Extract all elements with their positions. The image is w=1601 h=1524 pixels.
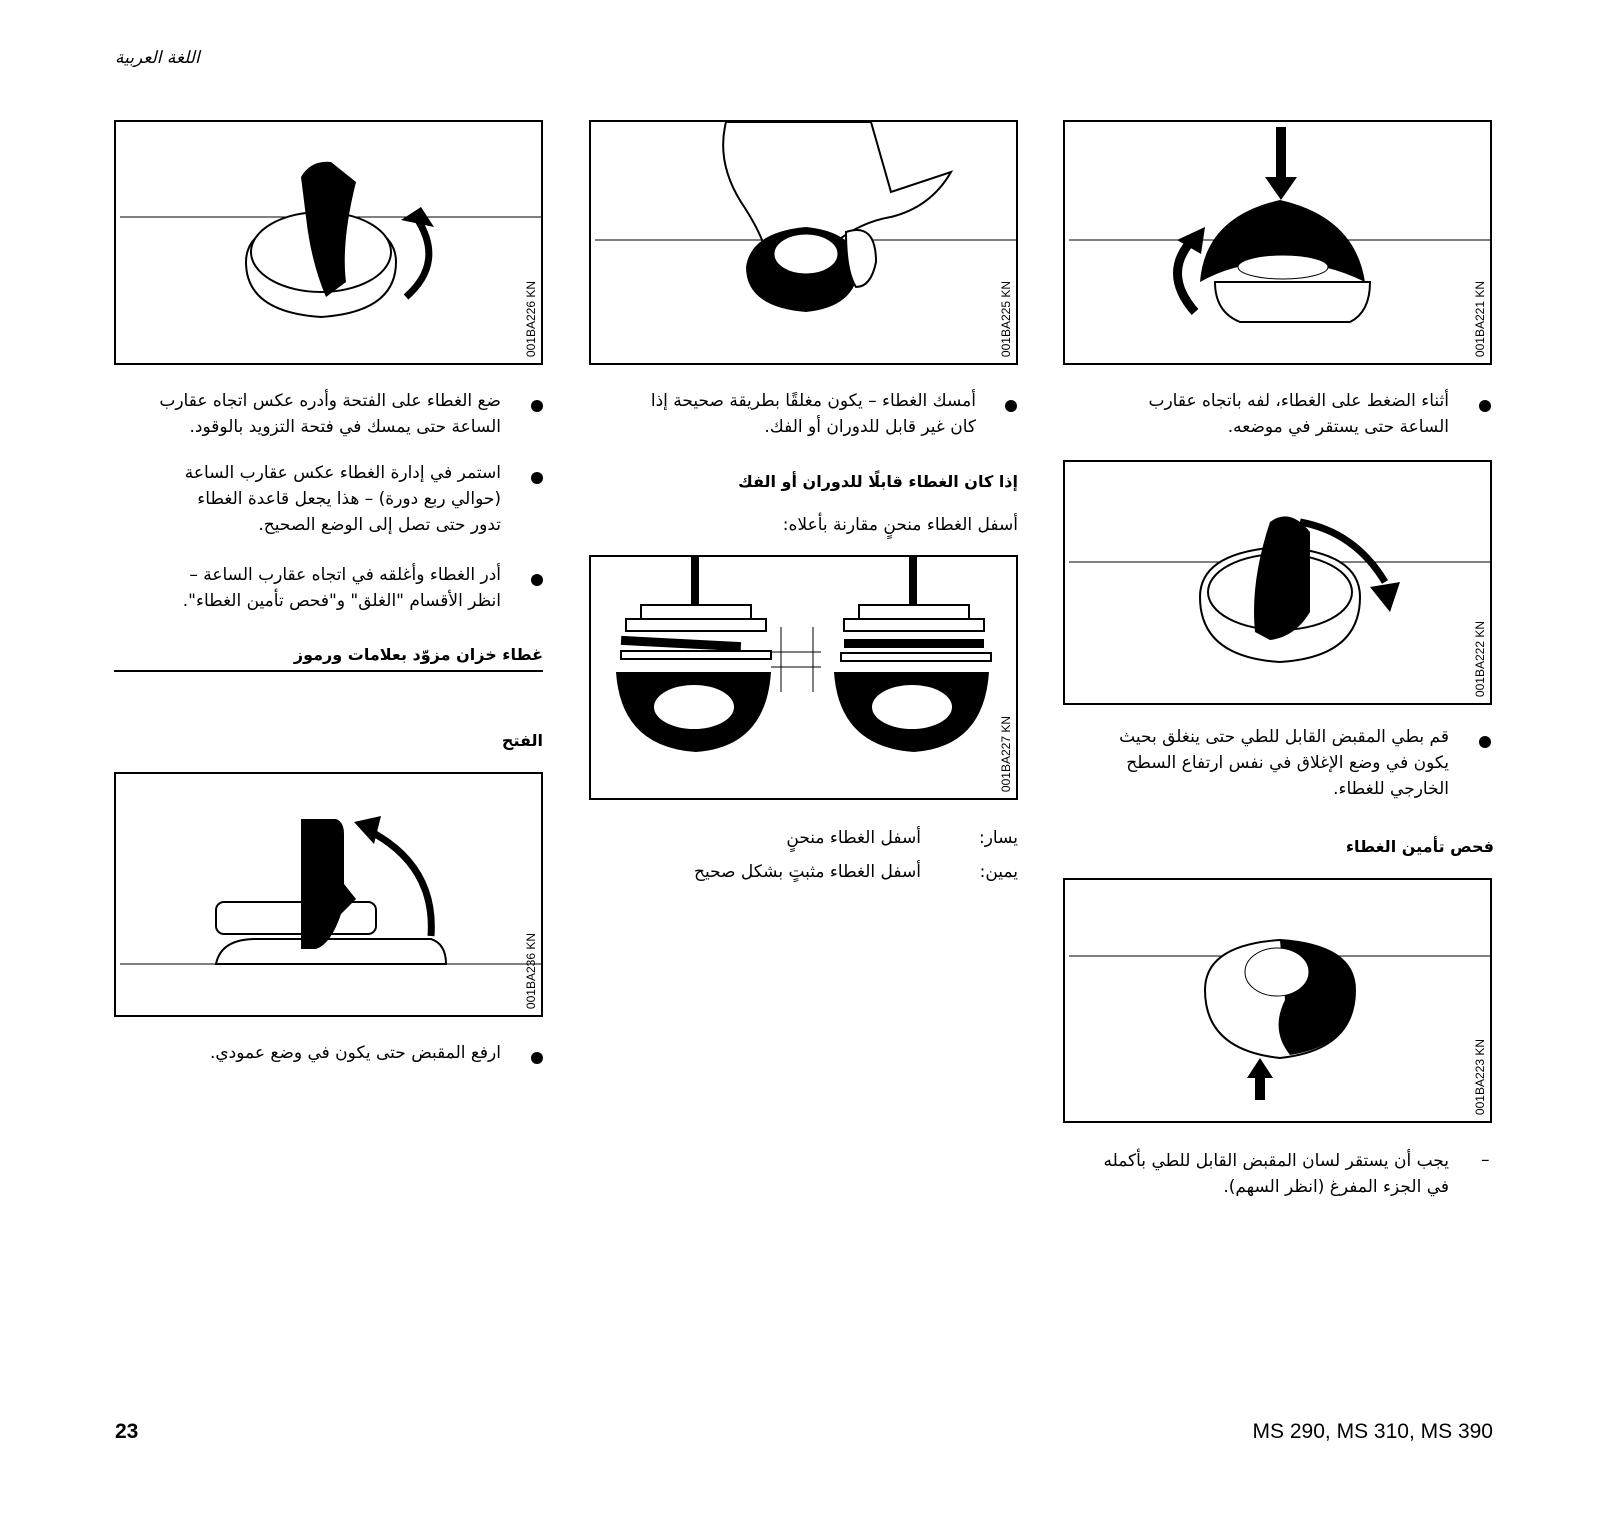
figure-code: 001BA221 KN <box>1473 280 1487 357</box>
bullet-dot <box>1479 400 1491 412</box>
figure-001BA227 <box>589 555 1018 800</box>
bullet-dot <box>1479 736 1491 748</box>
cap-press-turn-illustration <box>1065 122 1492 365</box>
figure-001BA221 <box>1063 120 1492 365</box>
legend-left-value: أسفل الغطاء منحنٍ <box>786 828 921 848</box>
figure-001BA222 <box>1063 460 1492 705</box>
heading-cap-rotatable: إذا كان الغطاء قابلًا للدوران أو الفك <box>738 472 1018 491</box>
heading-check-cap-lock: فحص تأمين الغطاء <box>1345 837 1494 856</box>
model-names: MS 290, MS 310, MS 390 <box>1252 1420 1493 1443</box>
fold-handle-illustration <box>1065 462 1492 705</box>
figure-code: 001BA227 KN <box>999 715 1013 792</box>
figure-code: 001BA225 KN <box>999 280 1013 357</box>
bullet-dot <box>531 400 543 412</box>
instruction-place-cap: ضع الغطاء على الفتحة وأدره عكس اتجاه عقارب الساعة حتى يمسك في فتحة التزويد بالوقود. <box>159 391 501 437</box>
instruction-fold-handle: قم بطي المقبض القابل للطي حتى ينغلق بحيث يكون في وضع الإغلاق في نفس ارتفاع السطح الخارجي للغطاء. <box>1119 727 1449 799</box>
cap-lock-check-illustration <box>1065 880 1492 1123</box>
figure-001BA226 <box>114 120 543 365</box>
dash-marker: – <box>1481 1150 1490 1170</box>
cap-turn-counterclockwise-illustration <box>116 122 543 365</box>
subheading-opening: الفتح <box>501 731 543 750</box>
legend-right-value: أسفل الغطاء مثبتٍ بشكل صحيح <box>693 862 921 882</box>
bullet-dot <box>531 1052 543 1064</box>
page-header-language: اللغة العربية <box>115 48 200 68</box>
figure-001BA236 <box>114 772 543 1017</box>
figure-code: 001BA223 KN <box>1473 1038 1487 1115</box>
legend-left-key: يسار: <box>978 828 1018 848</box>
instruction-tab-seated: يجب أن يستقر لسان المقبض القابل للطي بأكمله في الجزء المفرغ (انظر السهم). <box>1103 1151 1449 1197</box>
section-divider <box>114 670 543 672</box>
figure-code: 001BA236 KN <box>524 932 538 1009</box>
figure-001BA223 <box>1063 878 1492 1123</box>
figure-001BA225 <box>589 120 1018 365</box>
figure-code: 001BA226 KN <box>524 280 538 357</box>
raise-handle-illustration <box>116 774 543 1017</box>
figure-code: 001BA222 KN <box>1473 620 1487 697</box>
bullet-dot <box>531 574 543 586</box>
hand-holding-cap-illustration <box>591 122 1018 365</box>
cap-comparison-illustration <box>591 557 1018 800</box>
instruction-hold-cap: أمسك الغطاء – يكون مغلقًا بطريقة صحيحة إذا كان غير قابل للدوران أو الفك. <box>650 391 976 437</box>
page-number: 23 <box>115 1420 139 1443</box>
instruction-press-turn: أثناء الضغط على الغطاء، لفه باتجاه عقارب الساعة حتى يستقر في موضعه. <box>1148 391 1449 437</box>
legend-right-key: يمين: <box>979 862 1018 882</box>
intro-cap-tilted: أسفل الغطاء منحنٍ مقارنة بأعلاه: <box>782 515 1018 535</box>
bullet-dot <box>1005 400 1017 412</box>
section-heading-marked-cap: غطاء خزان مزوّد بعلامات ورموز <box>293 645 543 664</box>
instruction-raise-handle: ارفع المقبض حتى يكون في وضع عمودي. <box>209 1043 501 1063</box>
instruction-continue-turning: استمر في إدارة الغطاء عكس عقارب الساعة (حوالي ربع دورة) – هذا يجعل قاعدة الغطاء تدور حتى تصل إلى الوضع الصحيح. <box>184 463 501 535</box>
instruction-close-cap: أدر الغطاء وأغلقه في اتجاه عقارب الساعة – انظر الأقسام "الغلق" و"فحص تأمين الغطاء". <box>182 565 501 611</box>
bullet-dot <box>531 472 543 484</box>
